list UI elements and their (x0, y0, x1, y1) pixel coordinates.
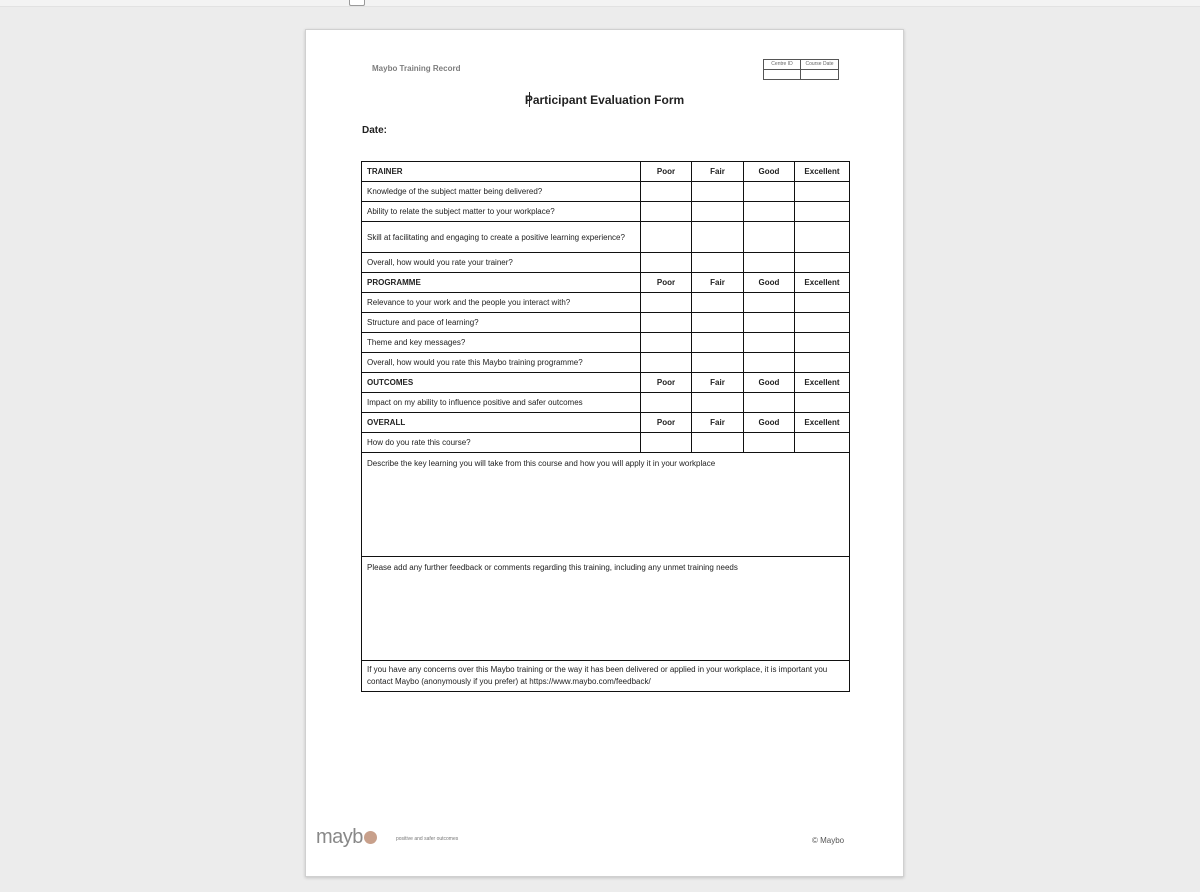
rating-cell[interactable] (692, 313, 744, 333)
question-text: How do you rate this course? (362, 433, 641, 453)
question-row (362, 353, 850, 373)
rating-cell[interactable] (795, 353, 850, 373)
rating-column-header: Poor (641, 273, 692, 293)
rating-cell[interactable] (744, 182, 795, 202)
centre-id-field[interactable] (764, 70, 801, 79)
rating-cell[interactable] (692, 182, 744, 202)
rating-column-header: Good (744, 162, 795, 182)
rating-cell[interactable] (641, 293, 692, 313)
question-text: Theme and key messages? (362, 333, 641, 353)
centre-id-label: Centre ID (764, 60, 801, 70)
rating-cell[interactable] (744, 313, 795, 333)
rating-cell[interactable] (692, 433, 744, 453)
question-text: Overall, how would you rate your trainer? (362, 253, 641, 273)
rating-column-header: Poor (641, 413, 692, 433)
section-heading: PROGRAMME (362, 273, 641, 293)
tagline: positive and safer outcomes (396, 836, 459, 842)
rating-cell[interactable] (641, 433, 692, 453)
rating-column-header: Good (744, 373, 795, 393)
further-feedback-box[interactable] (362, 557, 850, 661)
rating-cell[interactable] (744, 293, 795, 313)
further-feedback-prompt: Please add any further feedback or comments regarding this training, including any unmet training needs (367, 563, 738, 572)
date-label: Date: (362, 125, 388, 136)
rating-cell[interactable] (795, 182, 850, 202)
question-row (362, 253, 850, 273)
rating-column-header: Fair (692, 162, 744, 182)
rating-column-header: Fair (692, 413, 744, 433)
key-learning-box[interactable] (362, 453, 850, 557)
rating-cell[interactable] (744, 433, 795, 453)
rating-column-header: Excellent (795, 162, 850, 182)
rating-cell[interactable] (641, 333, 692, 353)
rating-cell[interactable] (795, 202, 850, 222)
question-text: Skill at facilitating and engaging to create a positive learning experience? (362, 222, 641, 253)
question-row (362, 393, 850, 413)
question-row (362, 182, 850, 202)
question-row (362, 202, 850, 222)
section-heading: OVERALL (362, 413, 641, 433)
rating-cell[interactable] (641, 222, 692, 253)
question-row (362, 222, 850, 253)
rating-cell[interactable] (744, 202, 795, 222)
concerns-note: If you have any concerns over this Maybo training or the way it has been delivered or applied in your workplace, it is important you contact Maybo (anonymously if you prefer) at https://www.maybo.com/feedback/ (362, 661, 850, 692)
rating-cell[interactable] (744, 253, 795, 273)
rating-cell[interactable] (795, 222, 850, 253)
rating-cell[interactable] (795, 433, 850, 453)
question-row (362, 333, 850, 353)
centre-course-box (763, 59, 839, 80)
rating-cell[interactable] (692, 293, 744, 313)
section-header-row (362, 373, 850, 393)
rating-cell[interactable] (641, 353, 692, 373)
rating-cell[interactable] (795, 333, 850, 353)
copyright: © Maybo (812, 836, 845, 845)
rating-cell[interactable] (744, 333, 795, 353)
question-row (362, 433, 850, 453)
rating-cell[interactable] (641, 253, 692, 273)
rating-cell[interactable] (692, 353, 744, 373)
question-text: Structure and pace of learning? (362, 313, 641, 333)
rating-cell[interactable] (744, 393, 795, 413)
rating-column-header: Fair (692, 273, 744, 293)
rating-cell[interactable] (744, 353, 795, 373)
rating-cell[interactable] (692, 202, 744, 222)
question-text: Impact on my ability to influence positive and safer outcomes (362, 393, 641, 413)
course-date-label: Course Date (801, 60, 838, 70)
rating-cell[interactable] (692, 253, 744, 273)
section-heading: TRAINER (362, 162, 641, 182)
rating-cell[interactable] (641, 202, 692, 222)
section-header-row (362, 413, 850, 433)
rating-column-header: Excellent (795, 413, 850, 433)
question-text: Knowledge of the subject matter being delivered? (362, 182, 641, 202)
scroll-handle[interactable] (349, 0, 365, 6)
rating-column-header: Fair (692, 373, 744, 393)
question-row (362, 293, 850, 313)
rating-cell[interactable] (641, 182, 692, 202)
document-page (305, 29, 904, 877)
key-learning-prompt: Describe the key learning you will take from this course and how you will apply it in your workplace (367, 459, 716, 468)
maybo-logo-text: mayb (316, 826, 363, 848)
rating-column-header: Good (744, 273, 795, 293)
rating-cell[interactable] (795, 293, 850, 313)
course-date-field[interactable] (801, 70, 838, 79)
rating-column-header: Poor (641, 373, 692, 393)
evaluation-table (361, 161, 850, 692)
logo-dot-icon (364, 831, 377, 844)
section-header-row (362, 162, 850, 182)
rating-cell[interactable] (692, 333, 744, 353)
rating-cell[interactable] (795, 313, 850, 333)
rating-cell[interactable] (795, 253, 850, 273)
rating-column-header: Poor (641, 162, 692, 182)
rating-cell[interactable] (795, 393, 850, 413)
rating-column-header: Excellent (795, 273, 850, 293)
section-header-row (362, 273, 850, 293)
form-title: Participant Evaluation Form (524, 93, 685, 107)
rating-cell[interactable] (641, 393, 692, 413)
question-row (362, 313, 850, 333)
rating-column-header: Good (744, 413, 795, 433)
maybo-logo (316, 826, 377, 849)
rating-cell[interactable] (641, 313, 692, 333)
rating-cell[interactable] (692, 222, 744, 253)
question-text: Relevance to your work and the people you interact with? (362, 293, 641, 313)
viewer-top-bar (0, 0, 1200, 7)
question-text: Ability to relate the subject matter to your workplace? (362, 202, 641, 222)
question-text: Overall, how would you rate this Maybo training programme? (362, 353, 641, 373)
rating-cell[interactable] (744, 222, 795, 253)
rating-cell[interactable] (692, 393, 744, 413)
section-heading: OUTCOMES (362, 373, 641, 393)
doc-header: Maybo Training Record (372, 64, 461, 73)
rating-column-header: Excellent (795, 373, 850, 393)
